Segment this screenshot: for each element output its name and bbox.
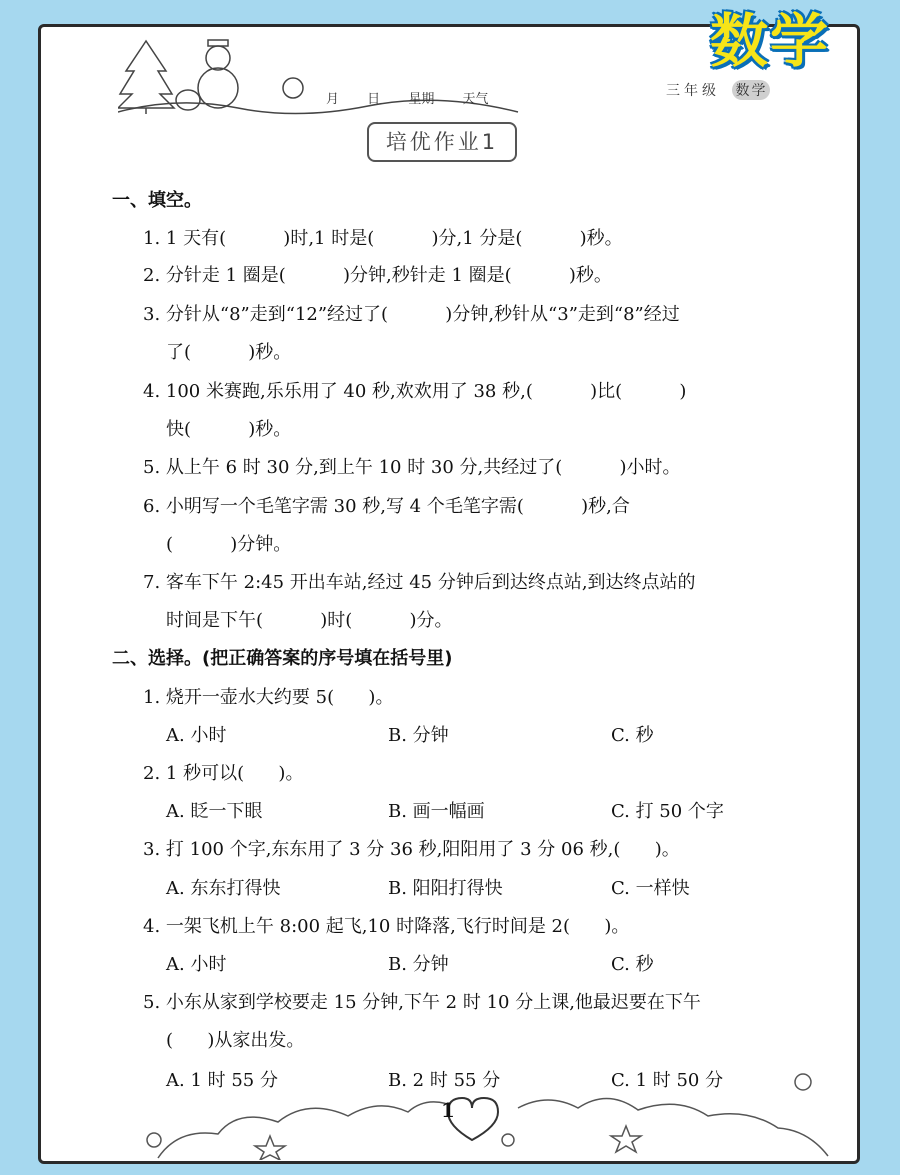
fill-q4: 4. 100 米赛跑,乐乐用了 40 秒,欢欢用了 38 秒,( )比( ) xyxy=(143,381,687,402)
choice-q5-option-c: C. 1 时 50 分 xyxy=(611,1070,724,1091)
day-label: 日 xyxy=(367,92,381,107)
section-1-title: 一、填空。 xyxy=(112,190,202,211)
choice-q4-option-c: C. 秒 xyxy=(611,954,654,975)
page-number: 1 xyxy=(441,1098,455,1122)
choice-q2-option-c: C. 打 50 个字 xyxy=(611,801,724,822)
weekday-label: 星期 xyxy=(408,92,435,107)
fill-q6: 6. 小明写一个毛笔字需 30 秒,写 4 个毛笔字需( )秒,合 xyxy=(143,496,630,517)
fill-q6-cont: ( )分钟。 xyxy=(166,534,292,555)
grade-text: 三年级 xyxy=(666,83,720,99)
fill-q3: 3. 分针从“8”走到“12”经过了( )分钟,秒针从“3”走到“8”经过 xyxy=(143,304,680,325)
section-2-title: 二、选择。(把正确答案的序号填在括号里) xyxy=(112,648,453,669)
fill-q7: 7. 客车下午 2:45 开出车站,经过 45 分钟后到达终点站,到达终点站的 xyxy=(143,572,696,593)
choice-q2-option-b: B. 画一幅画 xyxy=(388,801,485,822)
date-weather-line xyxy=(326,88,512,107)
choice-q2: 2. 1 秒可以( )。 xyxy=(143,763,304,784)
worksheet-title: 培优作业1 xyxy=(367,122,517,162)
grade-label xyxy=(666,80,770,100)
subject-pill: 数学 xyxy=(732,80,770,100)
fill-q2: 2. 分针走 1 圈是( )分钟,秒针走 1 圈是( )秒。 xyxy=(143,265,612,286)
fill-q3-cont: 了( )秒。 xyxy=(166,342,292,363)
choice-q1-option-c: C. 秒 xyxy=(611,725,654,746)
choice-q4: 4. 一架飞机上午 8:00 起飞,10 时降落,飞行时间是 2( )。 xyxy=(143,916,630,937)
choice-q3: 3. 打 100 个字,东东用了 3 分 36 秒,阳阳用了 3 分 06 秒,( )。 xyxy=(143,839,680,860)
fill-q1: 1. 1 天有( )时,1 时是( )分,1 分是( )秒。 xyxy=(143,228,623,249)
choice-q4-option-a: A. 小时 xyxy=(166,954,227,975)
choice-q1-option-a: A. 小时 xyxy=(166,725,227,746)
weather-label: 天气 xyxy=(462,92,489,107)
choice-q5-option-b: B. 2 时 55 分 xyxy=(388,1070,501,1091)
choice-q5-cont: ( )从家出发。 xyxy=(166,1030,305,1051)
fill-q7-cont: 时间是下午( )时( )分。 xyxy=(166,610,453,631)
fill-q4-cont: 快( )秒。 xyxy=(166,419,292,440)
choice-q3-option-b: B. 阳阳打得快 xyxy=(388,878,503,899)
choice-q2-option-a: A. 眨一下眼 xyxy=(166,801,263,822)
choice-q5: 5. 小东从家到学校要走 15 分钟,下午 2 时 10 分上课,他最迟要在下午 xyxy=(143,992,701,1013)
choice-q4-option-b: B. 分钟 xyxy=(388,954,449,975)
choice-q5-option-a: A. 1 时 55 分 xyxy=(166,1070,278,1091)
month-label: 月 xyxy=(326,92,340,107)
fill-q5: 5. 从上午 6 时 30 分,到上午 10 时 30 分,共经过了( )小时。 xyxy=(143,457,681,478)
subject-logo: 数学 xyxy=(709,7,830,75)
choice-q1: 1. 烧开一壶水大约要 5( )。 xyxy=(143,687,394,708)
choice-q3-option-c: C. 一样快 xyxy=(611,878,690,899)
choice-q1-option-b: B. 分钟 xyxy=(388,725,449,746)
choice-q3-option-a: A. 东东打得快 xyxy=(166,878,281,899)
cloud-star-decoration-icon xyxy=(138,1068,838,1160)
